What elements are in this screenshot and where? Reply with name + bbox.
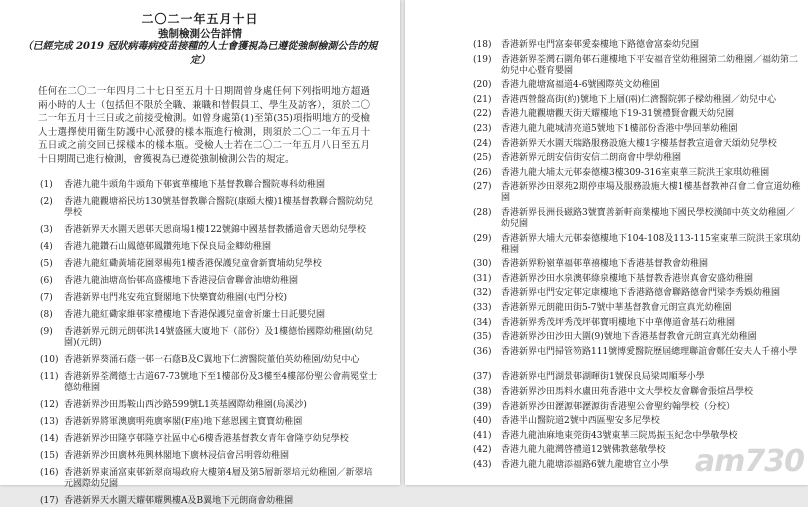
entry-number: (30) [473, 259, 492, 270]
entry-text: 香港新界粉嶺華福邨華禧樓地下香港基督教會幼稚園 [501, 259, 709, 270]
entry-number: (13) [40, 417, 59, 427]
entry-text: 香港新界屯門掃管笏路111號博愛醫院歷屆總理聯誼會鄭任安夫人千禧小學 [501, 346, 798, 357]
entry-text: 香港新界荃灣石圍角邨石蓮樓地下平安福音堂幼稚園第二幼稚園／福幼第二幼兒中心暨育嬰園 [501, 54, 799, 76]
entry-number: (17) [40, 496, 59, 506]
entry-text: 香港新界屯門兆安苑宜賢閣地下快樂寶幼稚園(屯門分校) [64, 293, 288, 303]
entry-text: 香港新界沙田馬鞍山西沙路599號L1英基國際幼稚園(烏溪沙) [64, 400, 307, 410]
entry-number: (40) [473, 416, 492, 427]
entry-text: 香港新界元朗元朗邨洪14號盛匯大廈地下（部份）及1樓德怡國際幼稚園(幼兒園)(元朗) [64, 327, 373, 348]
entry-number: (35) [473, 332, 492, 343]
entry-number: (16) [40, 468, 59, 478]
entry-number: (21) [473, 94, 492, 105]
entry-text: 香港新界荃灣德士古道67-73號地下至1樓部份及3樓至4樓部份聖公會荊冕堂士德幼稚園 [64, 372, 378, 393]
entry-number: (32) [473, 288, 492, 299]
entry-text: 香港九龍油塘高怡邨高盛樓地下香港浸信會聯會油塘幼稚園 [64, 276, 299, 286]
entry-text: 香港九龍鑽石山鳳德邨鳳鑽苑地下保良局金卿幼稚園 [64, 242, 272, 252]
entry-number: (6) [40, 276, 53, 286]
entry-number: (18) [473, 40, 492, 50]
entry-text: 香港新界屯門湖景邨湖暉街1號保良局梁周順琴小學 [501, 372, 705, 383]
entry-number: (1) [40, 180, 53, 190]
entry-number: (24) [473, 138, 492, 149]
watermark-logo: am730 [694, 444, 804, 479]
entry-number: (34) [473, 317, 492, 328]
entry-number: (39) [473, 401, 492, 412]
entry-text: 香港九龍油麻地東莞街43號東華三院馬振玉紀念中學敬學校 [501, 430, 738, 441]
entry-text: 香港新界沙田水泉澳邨綠泉樓地下基督教香港崇真會安盛幼稚園 [501, 273, 754, 284]
entry-text: 香港新界沙田隆亨邨隆亨社區中心6樓香港基督教女青年會隆亨幼兒學校 [64, 434, 349, 444]
entry-text: 香港半山醫院道2號中西區聖安多尼學校 [501, 416, 660, 427]
entry-text: 香港西營盤高街(約)號地下上層(兩)仁濟醫院郭子樑幼稚園／幼兒中心 [501, 94, 777, 105]
entry-text: 香港九龍塘窩福道4-6號國際英文幼稚園 [501, 80, 660, 91]
entry-text: 香港新界天水圍天瑞路服務設施大樓1字樓基督教宣道會天頌幼兒學校 [501, 138, 777, 149]
entry-number: (41) [473, 430, 492, 441]
entry-text: 香港新界沙田馬料水盧田苑香港中文大學校友會聯會張煊昌學校 [501, 387, 754, 397]
entry-text: 香港新界沙田廣林苑興林閣地下廣林浸信會呂明蓉幼稚園 [64, 451, 290, 461]
entry-text: 香港九龍九龍城清亮道5號地下1樓部份香港中學回華幼稚園 [501, 124, 738, 134]
entry-number: (29) [473, 233, 492, 244]
entry-number: (15) [40, 451, 59, 461]
entry-number: (42) [473, 445, 492, 456]
document-page-left [0, 0, 400, 506]
entry-text: 香港新界長洲長磁路3號寶善新軒商業樓地下國民學校漢師中英文幼稚園／幼兒園 [501, 208, 795, 229]
entry-text: 香港新界沙田翠苑2期停車場及服務設施大樓1樓基督教神召會二會宣道幼稚園 [501, 182, 801, 204]
entry-number: (36) [473, 346, 492, 357]
entry-number: (4) [40, 242, 53, 252]
document-title: 強制檢測公告詳情 [158, 28, 242, 40]
entry-number: (26) [473, 167, 492, 178]
entry-number: (12) [40, 400, 59, 410]
entry-number: (43) [473, 460, 492, 470]
entry-number: (10) [40, 355, 59, 365]
entry-text: 香港新界天水圍天恩邨天恩商場1樓122號錦中國基督教播道會天恩幼兒學校 [64, 225, 366, 235]
entry-text: 香港新界秀茂坪秀茂坪邨寶明樓地下中華傳道會基石幼稚園 [501, 317, 736, 328]
entry-text: 香港新界東涌富東邨新翠商場政府大樓第4層及第5層新翠培元幼稚園／新翠培元國際幼兒園 [64, 468, 373, 489]
entry-text: 香港新界將軍澳廣明苑廣寧閣(F座)地下慈恩國主寶寶幼稚園 [64, 417, 303, 427]
entry-number: (14) [40, 434, 59, 444]
entry-text: 香港九龍紅磡黃埔花園翠楊苑1樓香港保護兒童會新寶埔幼兒學校 [64, 259, 322, 269]
entry-number: (8) [40, 310, 53, 320]
entry-text: 香港新界沙田瀝源邨瀝源街香港聖公會聖約翰學校（分校） [501, 401, 736, 412]
entry-text: 香港新界葵涌石蔭一邨一石蔭B及C翼地下仁濟醫院董伯英幼稚園/幼兒中心 [64, 355, 360, 365]
document-subtitle: （已經完成 2019 冠狀病毒病疫苗接種的人士會獲視為已遵從強制檢測公告的規定） [22, 41, 378, 66]
entry-number: (27) [473, 182, 492, 193]
document-intro: 任何在二〇二一年四月二十七日至五月十日期間曾身處任何下列指明地方超過兩小時的人士（包括但不限於全職、兼職和替假員工、學生及訪客），須於二〇二一年五月十三日或之前接受檢測。如曾身處第(1)至第(35)項指明地方的受檢人士選擇使用衞生防護中心派發的樣本瓶進行檢測，則須於二〇二一年五月十五日或之前交回已採樣本的樣本瓶。受檢人士若在二〇二一年五月八日至五月十日期間已進行檢測，會獲視為已遵從強制檢測公告的規定。 [38, 86, 370, 165]
entry-text: 香港新界元朗龍田街5-7號中華基督教會元朗宣真光幼稚園 [501, 303, 732, 313]
document-date: 二〇二一年五月十日 [141, 12, 259, 26]
entry-text: 香港九龍牛頭角牛頭角下邨賓華樓地下基督教聯合醫院專科幼稚園 [64, 180, 326, 190]
entry-text: 香港九龍觀塘裕民坊130號基督教聯合醫院(康頤大樓)1樓基督教聯合醫院幼兒學校 [64, 197, 373, 218]
entry-number: (7) [40, 293, 53, 303]
entry-number: (11) [40, 372, 59, 382]
entry-text: 香港新界沙田沙田大圍(9)號地下香港基督教會元朗宣真光幼稚園 [501, 332, 757, 343]
entry-text: 香港九龍紅磡家維邨家禮樓地下香港保護兒童會祈廉士日託嬰兒園 [64, 310, 326, 320]
entry-text: 香港新界屯門富泰邨愛泰樓地下路德會富泰幼兒園 [501, 40, 700, 50]
entry-number: (37) [473, 372, 492, 383]
entry-text: 香港新界大埔大元邨泰德樓地下104-108及113-115室東華三院洪王家琪幼稚園 [501, 233, 801, 255]
entry-number: (38) [473, 387, 492, 397]
entry-number: (2) [40, 197, 53, 207]
entry-number: (20) [473, 80, 492, 91]
entry-text: 香港九龍大埔太元邨泰德樓3樓309-316室東華三院洪王家琪幼稚園 [501, 167, 770, 178]
entry-text: 香港新界屯門安定邨定康樓地下香港路德會聯路德會門梁李秀娛幼稚園 [501, 288, 781, 299]
entry-number: (23) [473, 124, 492, 134]
document-page-right [405, 0, 808, 485]
entry-number: (22) [473, 109, 492, 120]
entry-text: 香港九龍九龍塘添福路6號九龍塘官立小學 [501, 460, 669, 470]
entry-number: (19) [473, 54, 492, 65]
entry-text: 香港九龍九龍灣啓禮道12號佛教慈敬學校 [501, 445, 666, 456]
entry-number: (3) [40, 225, 53, 235]
entry-number: (28) [473, 208, 492, 218]
entry-text: 香港九龍觀塘觀天街天耀樓地下19-31號禮賢會觀天幼兒園 [501, 109, 734, 120]
entry-number: (31) [473, 273, 492, 284]
entry-text: 香港新界天水圍天耀邨耀興樓A及B翼地下元朗商會幼稚園 [64, 496, 294, 506]
entry-number: (25) [473, 153, 492, 164]
entry-text: 香港新界元朗安信街安信二朗商會中學幼稚園 [501, 153, 682, 164]
entry-number: (33) [473, 303, 492, 313]
entry-number: (9) [40, 327, 53, 337]
entry-number: (5) [40, 259, 53, 269]
